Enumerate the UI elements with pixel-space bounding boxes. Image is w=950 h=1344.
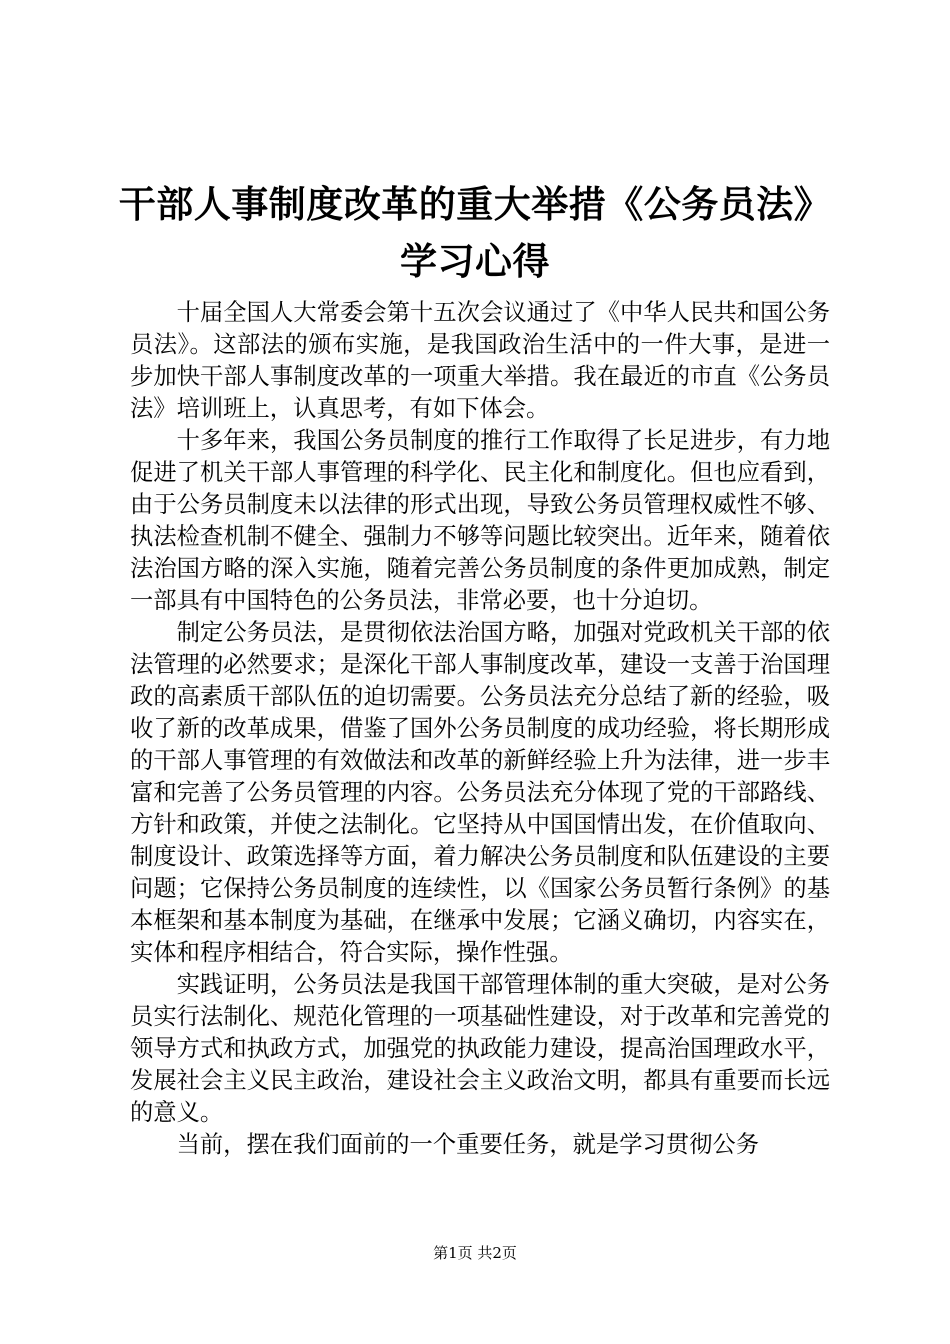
paragraph-5: 当前，摆在我们面前的一个重要任务，就是学习贯彻公务 (176, 1131, 760, 1158)
page-number-footer: 第1页 共2页 (433, 1244, 517, 1262)
paragraph-4: 实践证明，公务员法是我国干部管理体制的重大突破，是对公务员实行法制化、规范化管理的一项基础性建设，对于改革和完善党的领导方式和执政方式，加强党的执政能力建设，提高治国理政水平，发展社会主义民主政治，建设社会主义政治文明，都具有重要而长远的意义。 (130, 971, 830, 1126)
document-body (130, 297, 830, 1161)
paragraph-2: 十多年来，我国公务员制度的推行工作取得了长足进步，有力地促进了机关干部人事管理的科学化、民主化和制度化。但也应看到，由于公务员制度未以法律的形式出现，导致公务员管理权威性不够、执法检查机制不健全、强制力不够等问题比较突出。近年来，随着依法治国方略的深入实施，随着完善公务员制度的条件更加成熟，制定一部具有中国特色的公务员法，非常必要，也十分迫切。 (130, 427, 830, 614)
paragraph-3: 制定公务员法，是贯彻依法治国方略，加强对党政机关干部的依法管理的必然要求；是深化干部人事制度改革，建设一支善于治国理政的高素质干部队伍的迫切需要。公务员法充分总结了新的经验，吸收了新的改革成果，借鉴了国外公务员制度的成功经验，将长期形成的干部人事管理的有效做法和改革的新鲜经验上升为法律，进一步丰富和完善了公务员管理的内容。公务员法充分体现了党的干部路线、方针和政策，并使之法制化。它坚持从中国国情出发，在价值取向、制度设计、政策选择等方面，着力解决公务员制度和队伍建设的主要问题；它保持公务员制度的连续性，以《国家公务员暂行条例》的基本框架和基本制度为基础，在继承中发展；它涵义确切，内容实在，实体和程序相结合，符合实际，操作性强。 (130, 619, 830, 966)
paragraph-1: 十届全国人大常委会第十五次会议通过了《中华人民共和国公务员法》。这部法的颁布实施，是我国政治生活中的一件大事，是进一步加快干部人事制度改革的一项重大举措。我在最近的市直《公务员法》培训班上，认真思考，有如下体会。 (130, 299, 830, 422)
document-title: 干部人事制度改革的重大举措《公务员法》学习心得 (118, 183, 832, 283)
